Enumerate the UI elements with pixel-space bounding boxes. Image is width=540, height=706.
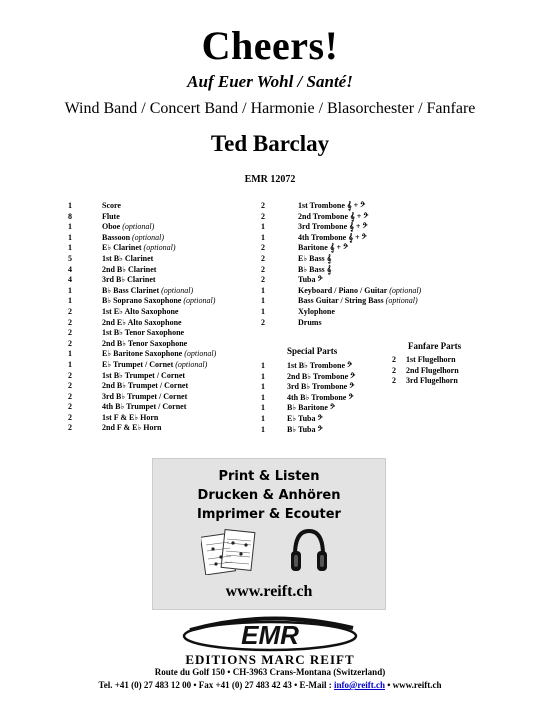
part-quantity: 5 [68, 253, 72, 263]
part-name: Bassoon (optional) [102, 232, 165, 242]
part-quantity: 1 [261, 361, 265, 370]
part-optional-note: (optional) [143, 243, 176, 253]
part-row [68, 275, 216, 286]
part-row [261, 222, 421, 233]
publisher-name: EDITIONS MARC REIFT [185, 652, 355, 667]
part-row [261, 414, 355, 425]
part-row [261, 372, 355, 383]
part-quantity: 2 [68, 423, 72, 433]
contact-website: • www.reift.ch [384, 680, 442, 690]
part-name: Xylophone [298, 306, 335, 316]
part-row [261, 361, 355, 372]
part-name: Bass Guitar / String Bass (optional) [298, 296, 418, 306]
part-quantity: 1 [261, 222, 265, 232]
part-row [68, 328, 216, 339]
part-row [68, 201, 216, 212]
part-quantity: 2 [68, 306, 72, 316]
part-name: 1st Flugelhorn [406, 355, 456, 364]
part-name: E♭ Baritone Saxophone (optional) [102, 349, 217, 359]
part-name: E♭ Bass 𝄞 [298, 253, 332, 263]
part-row [68, 254, 216, 265]
emr-logo [175, 612, 365, 656]
part-quantity: 1 [68, 285, 72, 295]
part-row [68, 222, 216, 233]
part-quantity: 2 [68, 317, 72, 327]
part-name: 1st F & E♭ Horn [102, 412, 159, 422]
part-name: 2nd Trombone 𝄞 + 𝄢 [298, 211, 369, 221]
part-quantity: 2 [68, 328, 72, 338]
part-row [261, 254, 421, 265]
part-name: B♭ Baritone 𝄢 [287, 403, 336, 413]
part-row [68, 212, 216, 223]
part-row [68, 233, 216, 244]
part-row [392, 366, 459, 377]
part-quantity: 1 [261, 306, 265, 316]
part-row [68, 307, 216, 318]
part-quantity: 2 [261, 201, 265, 210]
part-name: 3rd B♭ Clarinet [102, 275, 156, 285]
part-quantity: 1 [261, 403, 265, 413]
part-optional-note: (optional) [132, 232, 165, 242]
part-row [261, 233, 421, 244]
part-quantity: 1 [261, 296, 265, 306]
part-quantity: 4 [68, 264, 72, 274]
part-quantity: 2 [68, 412, 72, 422]
fanfare-parts-list [392, 355, 459, 387]
part-quantity: 1 [68, 201, 72, 210]
part-quantity: 2 [261, 253, 265, 263]
promo-line-imprimer: Imprimer & Ecouter [197, 507, 341, 522]
part-row [68, 349, 216, 360]
subtitle: Auf Euer Wohl / Santé! [187, 72, 353, 91]
part-quantity: 8 [68, 211, 72, 221]
promo-line-print: Print & Listen [218, 469, 320, 484]
part-row [261, 275, 421, 286]
part-name: 1st Trombone 𝄞 + 𝄢 [298, 201, 366, 210]
part-row [261, 403, 355, 414]
contact-phone-fax: Tel. +41 (0) 27 483 12 00 • Fax +41 (0) 27 483 42 43 • E-Mail : [98, 680, 335, 690]
headphones-icon [289, 527, 329, 575]
part-row [261, 212, 421, 223]
part-quantity: 4 [68, 275, 72, 285]
part-quantity: 2 [68, 370, 72, 380]
part-row [68, 392, 216, 403]
part-row [68, 286, 216, 297]
part-quantity: 1 [68, 222, 72, 232]
parts-list-left [68, 201, 216, 434]
part-quantity: 2 [261, 275, 265, 285]
part-row [68, 265, 216, 276]
part-name: 1st E♭ Alto Saxophone [102, 306, 179, 316]
part-row [68, 339, 216, 350]
part-name: 4th B♭ Trumpet / Cornet [102, 402, 187, 412]
part-quantity: 2 [68, 338, 72, 348]
part-optional-note: (optional) [161, 285, 194, 295]
part-quantity: 1 [261, 232, 265, 242]
part-row [68, 360, 216, 371]
part-quantity: 1 [68, 243, 72, 253]
part-name: 3rd Trombone 𝄞 + 𝄢 [298, 222, 368, 232]
part-quantity: 1 [261, 285, 265, 295]
part-name: Oboe (optional) [102, 222, 155, 232]
part-row [261, 201, 421, 212]
part-name: 4th B♭ Trombone 𝄢 [287, 392, 354, 402]
part-name: B♭ Bass 𝄞 [298, 264, 332, 274]
special-parts-list [261, 361, 355, 435]
title: Cheers! [201, 23, 339, 68]
part-row [392, 355, 459, 366]
composer: Ted Barclay [210, 131, 330, 156]
part-optional-note: (optional) [184, 349, 217, 359]
part-quantity: 1 [68, 232, 72, 242]
part-row [68, 296, 216, 307]
part-quantity: 2 [68, 391, 72, 401]
part-optional-note: (optional) [122, 222, 155, 232]
part-quantity: 2 [392, 365, 396, 375]
part-name: E♭ Tuba 𝄢 [287, 413, 323, 423]
part-quantity: 2 [68, 402, 72, 412]
part-row [68, 381, 216, 392]
part-name: 1st B♭ Tenor Saxophone [102, 328, 185, 338]
part-row [261, 425, 355, 436]
part-quantity: 1 [68, 349, 72, 359]
fanfare-parts-title: Fanfare Parts [408, 341, 462, 351]
part-optional-note: (optional) [183, 296, 216, 306]
svg-text:EMR: EMR [241, 620, 299, 650]
part-quantity: 1 [261, 382, 265, 392]
part-row [68, 371, 216, 382]
part-name: 2nd F & E♭ Horn [102, 423, 162, 433]
part-name: 3rd B♭ Trumpet / Cornet [102, 391, 188, 401]
part-quantity: 1 [68, 359, 72, 369]
part-quantity: 2 [261, 211, 265, 221]
publisher-address: Route du Golf 150 • CH-3963 Crans-Montana (Switzerland) [154, 667, 386, 677]
genre-line: Wind Band / Concert Band / Harmonie / Blasorchester / Fanfare [64, 100, 476, 117]
part-name: B♭ Soprano Saxophone (optional) [102, 296, 216, 306]
part-name: B♭ Bass Clarinet (optional) [102, 285, 194, 295]
part-quantity: 2 [68, 381, 72, 391]
part-row [68, 318, 216, 329]
part-name: 1st B♭ Trombone 𝄢 [287, 361, 353, 370]
part-name: E♭ Clarinet (optional) [102, 243, 176, 253]
part-optional-note: (optional) [389, 285, 422, 295]
part-name: Baritone 𝄞 + 𝄢 [298, 243, 349, 253]
part-row [68, 423, 216, 434]
catalog-number: EMR 12072 [244, 174, 296, 185]
part-quantity: 2 [261, 317, 265, 327]
part-row [261, 318, 421, 329]
contact-email-link[interactable]: info@reift.ch [334, 680, 385, 690]
part-name: Flute [102, 211, 120, 221]
part-row [68, 243, 216, 254]
part-name: E♭ Trumpet / Cornet (optional) [102, 359, 208, 369]
part-quantity: 2 [392, 355, 396, 364]
part-name: 3rd Flugelhorn [406, 376, 458, 386]
part-quantity: 2 [261, 243, 265, 253]
part-name: 1st B♭ Trumpet / Cornet [102, 370, 186, 380]
part-row [261, 243, 421, 254]
part-row [261, 382, 355, 393]
part-quantity: 2 [261, 264, 265, 274]
part-name: 2nd Flugelhorn [406, 365, 459, 375]
part-row [261, 286, 421, 297]
parts-list-right [261, 201, 421, 328]
part-name: Keyboard / Piano / Guitar (optional) [298, 285, 422, 295]
promo-line-drucken: Drucken & Anhören [197, 488, 341, 503]
part-row [261, 307, 421, 318]
special-parts-title: Special Parts [287, 346, 338, 356]
part-quantity: 1 [261, 413, 265, 423]
part-name: B♭ Tuba 𝄢 [287, 424, 323, 434]
promo-url[interactable]: www.reift.ch [225, 583, 313, 600]
part-quantity: 1 [261, 424, 265, 434]
part-row [68, 413, 216, 424]
promo-box [152, 458, 386, 610]
part-name: Drums [298, 317, 322, 327]
part-name: 2nd E♭ Alto Saxophone [102, 317, 182, 327]
part-row [261, 265, 421, 276]
part-row [392, 376, 459, 387]
part-name: 2nd B♭ Trumpet / Cornet [102, 381, 189, 391]
part-name: 4th Trombone 𝄞 + 𝄢 [298, 232, 367, 242]
part-name: 2nd B♭ Clarinet [102, 264, 157, 274]
part-name: Score [102, 201, 121, 210]
part-row [261, 393, 355, 404]
sheet-music-icon [201, 529, 265, 575]
part-quantity: 1 [68, 296, 72, 306]
part-optional-note: (optional) [385, 296, 418, 306]
part-name: 2nd B♭ Trombone 𝄢 [287, 371, 356, 381]
part-optional-note: (optional) [175, 359, 208, 369]
part-quantity: 1 [261, 371, 265, 381]
part-row [261, 296, 421, 307]
part-name: Tuba 𝄢 [298, 275, 323, 285]
part-quantity: 2 [392, 376, 396, 386]
part-row [68, 402, 216, 413]
publisher-contact [0, 680, 540, 690]
part-quantity: 1 [261, 392, 265, 402]
part-name: 3rd B♭ Trombone 𝄢 [287, 382, 355, 392]
part-name: 2nd B♭ Tenor Saxophone [102, 338, 188, 348]
part-name: 1st B♭ Clarinet [102, 253, 154, 263]
